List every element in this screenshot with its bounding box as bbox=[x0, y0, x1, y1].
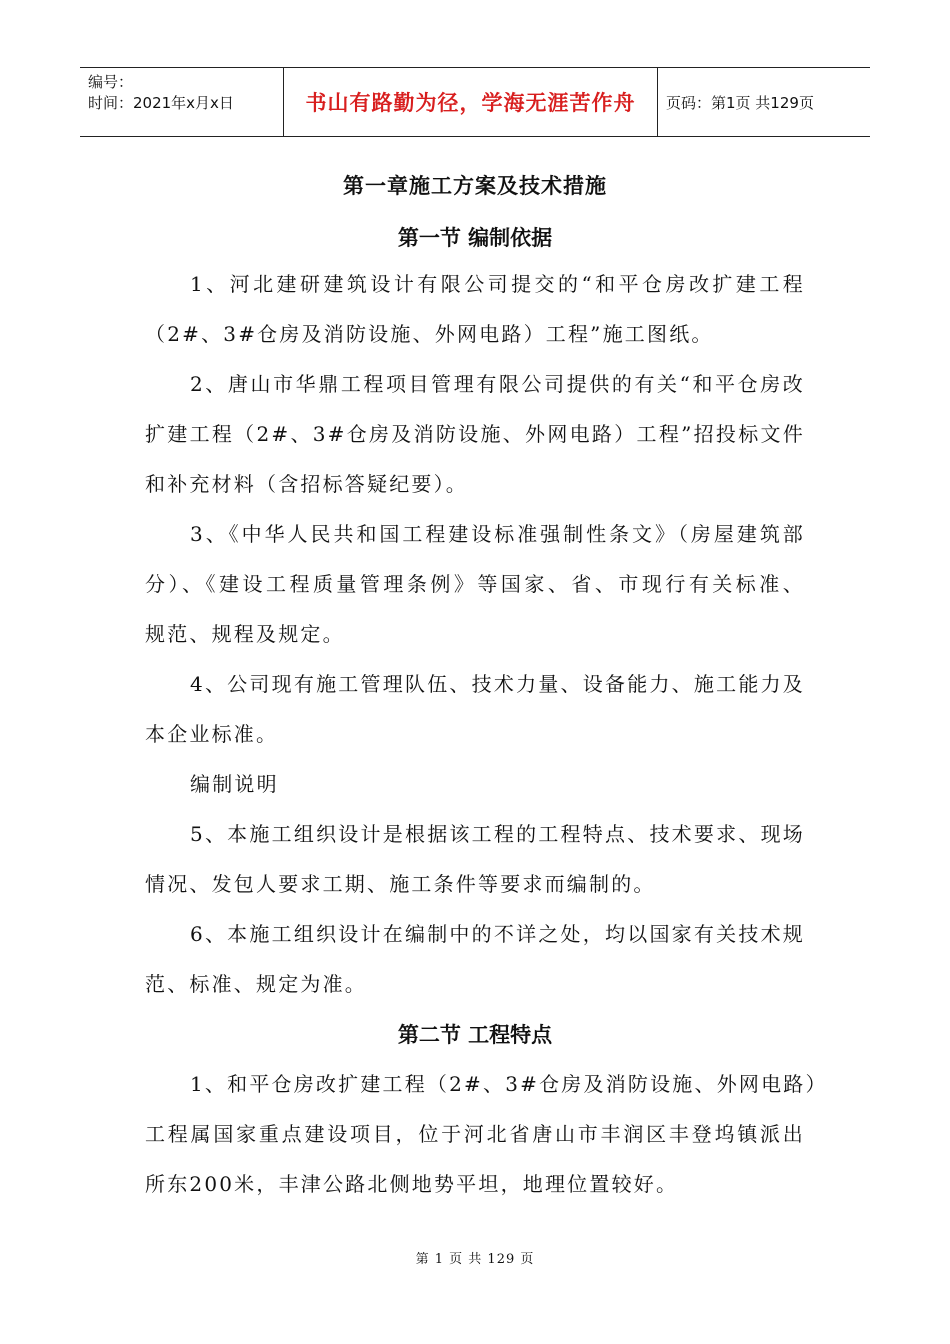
document-time-label: 时间：2021年x月x日 bbox=[88, 94, 234, 112]
document-header bbox=[80, 67, 870, 137]
body-line: 2、唐山市华鼎工程项目管理有限公司提供的有关“和平仓房改 bbox=[190, 372, 805, 396]
body-line: 规范、规程及规定。 bbox=[145, 622, 345, 646]
page-footer: 第 1 页 共 129 页 bbox=[415, 1252, 535, 1267]
body-line: 3、《中华人民共和国工程建设标准强制性条文》（房屋建筑部 bbox=[190, 522, 805, 546]
header-motto: 书山有路勤为径，学海无涯苦作舟 bbox=[283, 68, 658, 136]
body-line: 5、本施工组织设计是根据该工程的工程特点、技术要求、现场 bbox=[190, 822, 805, 846]
body-line: 扩建工程（2#、3#仓房及消防设施、外网电路）工程”招投标文件 bbox=[145, 422, 805, 446]
body-line: 1、和平仓房改扩建工程（2#、3#仓房及消防设施、外网电路） bbox=[190, 1072, 828, 1096]
body-line: 本企业标准。 bbox=[145, 722, 279, 746]
body-line: 4、公司现有施工管理队伍、技术力量、设备能力、施工能力及 bbox=[190, 672, 805, 696]
body-line: 分）、《建设工程质量管理条例》等国家、省、市现行有关标准、 bbox=[145, 572, 805, 596]
header-page-info: 页码：第1页 共129页 bbox=[666, 93, 814, 112]
header-meta bbox=[80, 68, 283, 136]
body-line: 所东200米，丰津公路北侧地势平坦，地理位置较好。 bbox=[145, 1172, 679, 1196]
body-line: 1、河北建研建筑设计有限公司提交的“和平仓房改扩建工程 bbox=[190, 272, 805, 296]
body-line: 编制说明 bbox=[190, 772, 279, 796]
section-title-1: 第一节 编制依据 bbox=[397, 225, 553, 250]
chapter-title: 第一章施工方案及技术措施 bbox=[343, 173, 607, 198]
body-line: 范、标准、规定为准。 bbox=[145, 972, 367, 996]
section-title-2: 第二节 工程特点 bbox=[397, 1022, 553, 1047]
body-line: 情况、发包人要求工期、施工条件等要求而编制的。 bbox=[145, 872, 656, 896]
body-line: 工程属国家重点建设项目，位于河北省唐山市丰润区丰登坞镇派出 bbox=[145, 1122, 805, 1146]
body-line: 6、本施工组织设计在编制中的不详之处，均以国家有关技术规 bbox=[190, 922, 805, 946]
document-number-label: 编号： bbox=[88, 73, 134, 91]
body-line: （2#、3#仓房及消防设施、外网电路）工程”施工图纸。 bbox=[145, 322, 714, 346]
body-line: 和补充材料（含招标答疑纪要）。 bbox=[145, 472, 468, 496]
